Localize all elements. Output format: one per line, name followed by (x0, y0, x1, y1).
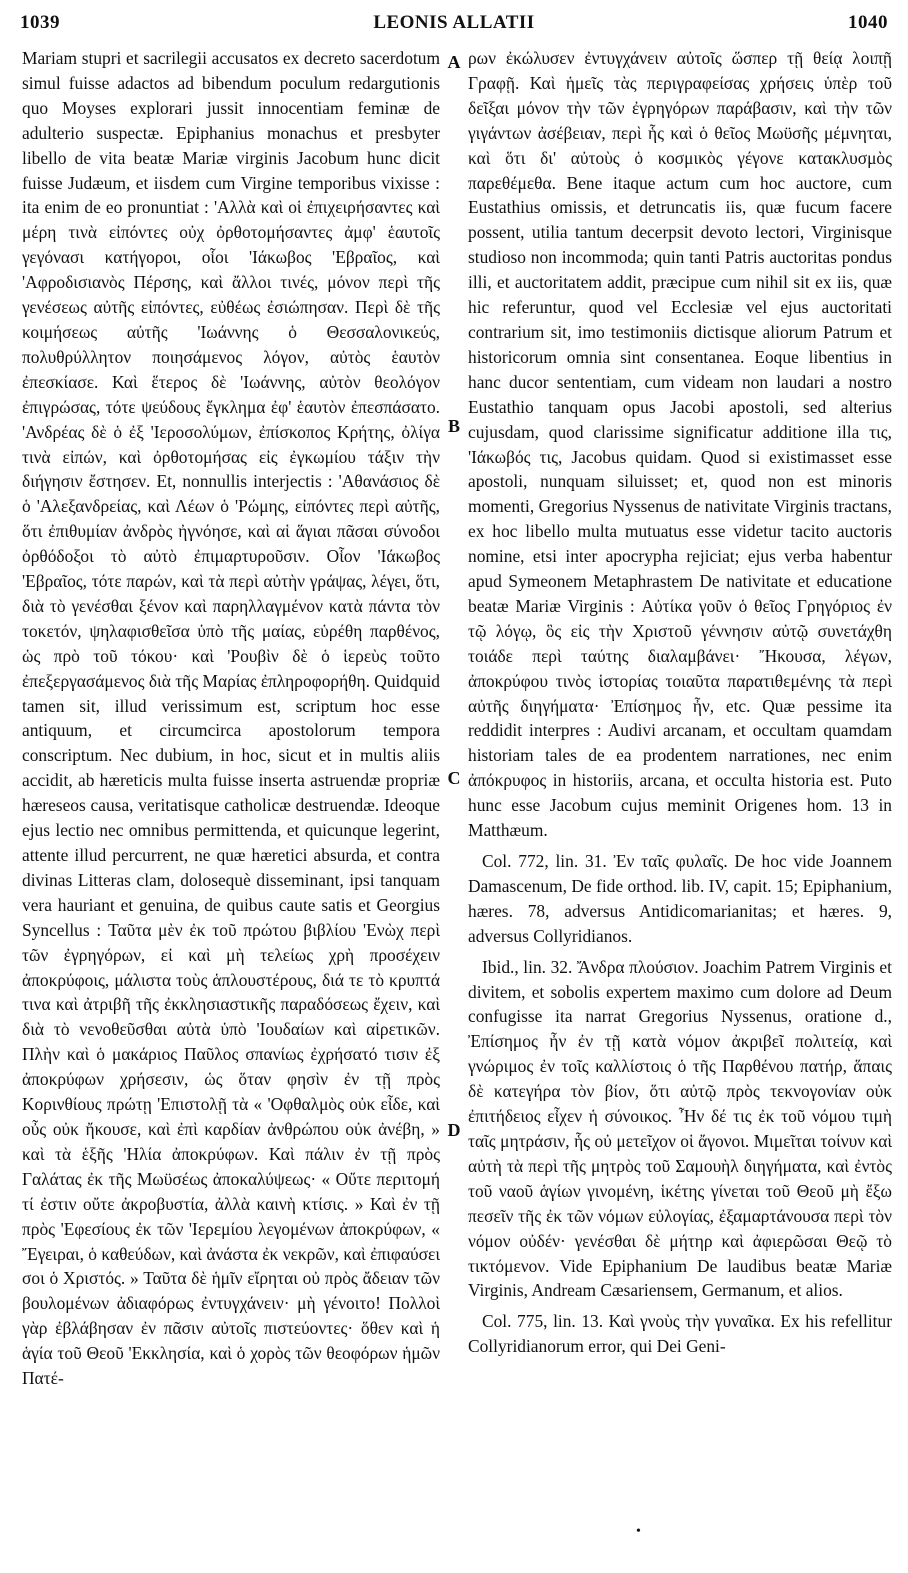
left-paragraph: Mariam stupri et sacrilegii accusatos ex decreto sacerdotum simul fuisse adactos ad bibendum poculum redargutionis quo Moyses explorari jussit innocentiam feminæ de adulterio suspectæ. Epiphanius monachus et presbyter libello de vita beatæ Mariæ virginis Jacobum hunc dicit fuisse Judæum, et iisdem cum Virgine temporibus vixisse : ita enim de eo pronuntiat : 'Αλλὰ καὶ οἱ ἐπιχειρήσαντες καὶ μέρη τινὰ εἰπόντες οὐχ ὀρθοτομήσαντες ἀμφ' ἑαυτοῖς γεγόνασι κατήγοροι, οἷοι 'Ιάκωβος 'Εβραῖος, καὶ 'Αφροδισιανὸς Πέρσης, καὶ ἄλλοι τινές, μόνον περὶ τῆς γενέσεως αὐτῆς εἰπόντες, εὐθέως ἐσιώπησαν. Περὶ δὲ τῆς κοιμήσεως αὐτῆς 'Ιωάννης ὁ Θεσσαλονικεύς, πολυθρύλλητον ποιησάμενος λόγον, αὐτὸς ἑαυτὸν ἐπεσκίασε. Καὶ ἕτερος δὲ 'Ιωάννης, αὐτὸν θεολόγον ἐπιγρώσας, τότε ψεύδους ἔγκλημα ἐφ' ἑαυτὸν ἐπεσπάσατο. 'Ανδρέας δὲ ὁ ἐξ 'Ιεροσολύμων, ἐπίσκοπος Κρήτης, ὀλίγα τινὰ εἰπών, καὶ ὀρθοτομήσας εἰς ἐγκωμίου τάξιν τὴν διήγησιν ἔστησεν. Et, nonnullis interjectis : 'Αθανάσιος δὲ ὁ 'Αλεξανδρείας, καὶ Λέων ὁ 'Ρώμης, εἰπόντες περὶ αὐτῆς, ὅτι ἐπιθυμίαν ἀνδρὸς ἠγνόησε, καὶ αἱ ἅγιαι πᾶσαι σύνοδοι ὀρθόδοξοι τὸ αὐτὸ ἐπιμαρτυροῦσιν. Οἷον 'Ιάκωβος 'Εβραῖος, τότε παρών, καὶ τὰ περὶ αὐτὴν γράψας, λέγει, ὅτι, διὰ τὸ γενέσθαι ξένον καὶ παρηλλαγμένον κατὰ πάντα τὸν τοκετόν, ψηλαφισθεῖσα ὑπὸ τῆς μαίας, εὑρέθη παρθένος, ὡς πρὸ τοῦ τόκου· καὶ 'Ρουβὶν δὲ ὁ ἱερεὺς τοῦτο ἐπεξεργασάμενος διὰ τῆς Μαρίας ἐπληροφορήθη. Quidquid tamen sit, illud verissimum est, scriptum hoc esse antiquum, et circumcirca apostolorum tempora conscriptum. Nec dubium, in hoc, sicut et in multis aliis accidit, ab hæreticis multa fuisse inserta astruendæ propriæ hæreseos causa, veritatisque catholicæ destruendæ. Ideoque ejus lectio nec omnibus permittenda, et quicunque legerint, attente illud percurrent, ne quæ hæretici absurda, et contra divinas Litteras clam, dolosequè disseminant, ipsi tanquam vera hauriant et genuina, de quibus caute satis et Georgius Syncellus : Ταῦτα μὲν ἐκ τοῦ πρώτου βιβλίου 'Ενὼχ περὶ τῶν ἐγρηγόρων, εἰ καὶ μὴ τελείως χρὴ προσέχειν ἀποκρύφοις, μάλιστα τοὺς ἁπλουστέρους, διά τε τὸ κρυπτά τινα καὶ ἀτριβῆ τῆς ἐκκλησιαστικῆς παραδόσεως ἔχειν, καὶ διὰ τὸ νενοθεῦσθαι αὐτὰ ὑπὸ 'Ιουδαίων καὶ αἱρετικῶν. Πλὴν καὶ ὁ μακάριος Παῦλος σπανίως ἐχρήσατό τισιν ἐξ ἀποκρύφων χρήσεσιν, ὡς ὅταν φησὶν ἐν τῇ πρὸς Κορινθίους πρώτῃ 'Επιστολῇ τὰ « 'Οφθαλμὸς οὐκ εἶδε, καὶ οὖς οὐκ ἤκουσε, καὶ ἐπὶ καρδίαν ἀνθρώπου οὐκ ἀνέβη, » καὶ τὰ ἑξῆς 'Ηλία ἀποκρύφων. Καὶ πάλιν ἐν τῇ πρὸς Γαλάτας ἐκ τῆς Μωϋσέως ἀποκαλύψεως· « Οὔτε περιτομή τί ἐστιν οὔτε ἀκροβυστία, ἀλλὰ καινὴ κτίσις. » Καὶ ἐν τῇ πρὸς 'Εφεσίους ἐκ τῶν 'Ιερεμίου λεγομένων ἀποκρύφων, « Ἔγειραι, ὁ καθεύδων, καὶ ἀνάστα ἐκ νεκρῶν, καὶ ἐπιφαύσει σοι ὁ Χριστός. » Ταῦτα δὲ ἡμῖν εἴρηται οὐ πρὸς ἄδειαν τῶν βουλομένων ἀδιαφόρως ἐντυγχάνειν· μὴ γένοιτο! Πολλοὶ γὰρ ἐβλάβησαν ἐν πᾶσιν αὐτοῖς πιστεύοντες· ὅθεν καὶ ἡ ἁγία τοῦ Θεοῦ 'Εκκλησία, καὶ ὁ χορὸς τῶν θεοφόρων ἡμῶν Πατέ- (22, 48, 440, 1389)
running-title: LEONIS ALLATII (373, 12, 535, 33)
right-paragraph-4: Col. 775, lin. 13. Καὶ γνοὺς τὴν γυναῖκα. Ex his refellitur Collyridianorum error, qui Dei Geni- (468, 1311, 892, 1357)
margin-letter-d: D (447, 1120, 461, 1140)
footer-mark: • (636, 1524, 641, 1539)
right-paragraph-1: ρων ἐκώλυσεν ἐντυγχάνειν αὐτοῖς ὥσπερ τῇ θείᾳ λοιπῇ Γραφῇ. Καὶ ἡμεῖς τὰς περιγραφείσας χρήσεις ὑπὲρ τοῦ δεῖξαι μόνον τὴν τῶν ἐγρηγόρων παράβασιν, καὶ τὴν τῶν γιγάντων ἀσέβειαν, περὶ ἧς καὶ ὁ θεῖος Μωϋσῆς μέμνηται, καὶ ὅτι δι' αὐτοὺς ὁ κοσμικὸς γέγονε κατακλυσμὸς παρεθέμεθα. Bene itaque actum cum hoc auctore, cum Eustathius omissis, et detruncatis iis, quæ fucum facere possent, utilia tantum decerpsit devoto lectori, Virginisque studioso non incommoda; quin tanti Patris auctoritas pondus illi, et auctoritatem addit, præcipue cum nihil sit ex iis, quæ hic referuntur, quod vel Ecclesiæ vel ejus auctoritati contrarium sit, imo testimoniis dictisque aliorum Patrum et historicorum omnia sint consentanea. Eoque libentius in hanc ducor sententiam, cum videam non laudari a nostro Eustathio tanquam opus Jacobi apostoli, sed alterius cujusdam, quod clarissime significatur additione illa τις, 'Ιάκωβός τις, Jacobus quidam. Quod si existimasset esse apostoli, nunquam siluisset; et, quod non est minoris momenti, Gregorius Nyssenus de nativitate Virginis tractans, ex hoc libello multa mutuatus esse videtur tacito auctoris nomine, etsi inter apocrypha rejiciat; ejus verba habentur apud Symeonem Metaphrastem De nativitate et educatione beatæ Mariæ Virginis : Αὐτίκα γοῦν ὁ θεῖος Γρηγόριος ἐν τῷ λόγῳ, ὃς εἰς τὴν Χριστοῦ γέννησιν αὐτῷ συνετάχθη τοιάδε περὶ ταύτης διαλαμβάνει· Ἤκουσα, λέγων, ἀποκρύφου τινὸς ἱστορίας τοιαῦτα παρατιθεμένης τὰ περὶ αὐτῆς διηγήματα· Ἐπίσημος ἦν, etc. Quæ pessime ita reddidit interpres : Audivi arcanam, et occultam quamdam historiam tales de ea prodentem narrationes, nec enim ἀπόκρυφος in historiis, arcana, et occulta historia est. Puto hunc esse Jacobum cujus meminit Origenes hom. 13 in Matthæum. (468, 48, 892, 841)
right-paragraph-3: Ibid., lin. 32. Ἄνδρα πλούσιον. Joachim Patrem Virginis et divitem, et sobolis expertem maximo cum dolore ad Deum confugisse ita narrat Gregorius Nyssenus, oratione d., Ἐπίσημος ἦν ἐν τῇ κατὰ νόμον ἀκριβεῖ πολιτείᾳ, καὶ γνώριμος ἐν τοῖς καλλίστοις ὁ τῆς Παρθένου πατήρ, ἅπαις δὲ κατεγήρα τὸν βίον, ὅτι αὐτῷ πρὸς τεκνογονίαν οὐκ ἐπιτήδειος εἶχεν ἡ σύνοικος. Ἦν δέ τις ἐκ τοῦ νόμου τιμὴ ταῖς μητράσιν, ἧς οὐ μετεῖχον οἱ ἄγονοι. Μιμεῖται τοίνυν καὶ αὐτὴ τὰ περὶ τῆς μητρὸς τοῦ Σαμουὴλ διηγήματα, καὶ ἐντὸς τοῦ ναοῦ ἁγίων γινομένη, ἱκέτης γίνεται τοῦ Θεοῦ μὴ ἔξω πεσεῖν τῆς ἐκ τῶν νόμων εὐλογίας, ἐξαμαρτάνουσα περὶ τὸν νόμον οὐδέν· γενέσθαι δὲ μήτηρ καὶ ἀφιερῶσαι Θεῷ τὸ τικτόμενον. Vide Epiphanium De laudibus beatæ Mariæ Virginis, Andream Cæsariensem, Germanum, et alios. (468, 956, 892, 1301)
running-head (20, 12, 888, 42)
margin-letter-b: B (447, 416, 460, 436)
right-paragraph-2: Col. 772, lin. 31. Ἐν ταῖς φυλαῖς. De hoc vide Joannem Damascenum, De fide orthod. lib. IV, capit. 15; Epiphanium, hæres. 78, adversus Antidicomarianitas; et hæres. 9, adversus Collyridianos. (468, 851, 892, 946)
page-number-left: 1039 (20, 12, 60, 33)
right-column (468, 46, 892, 1359)
margin-letter-a: A (447, 52, 461, 72)
left-column (22, 46, 440, 1391)
page-number-right: 1040 (848, 12, 888, 33)
margin-letter-c: C (447, 768, 461, 788)
